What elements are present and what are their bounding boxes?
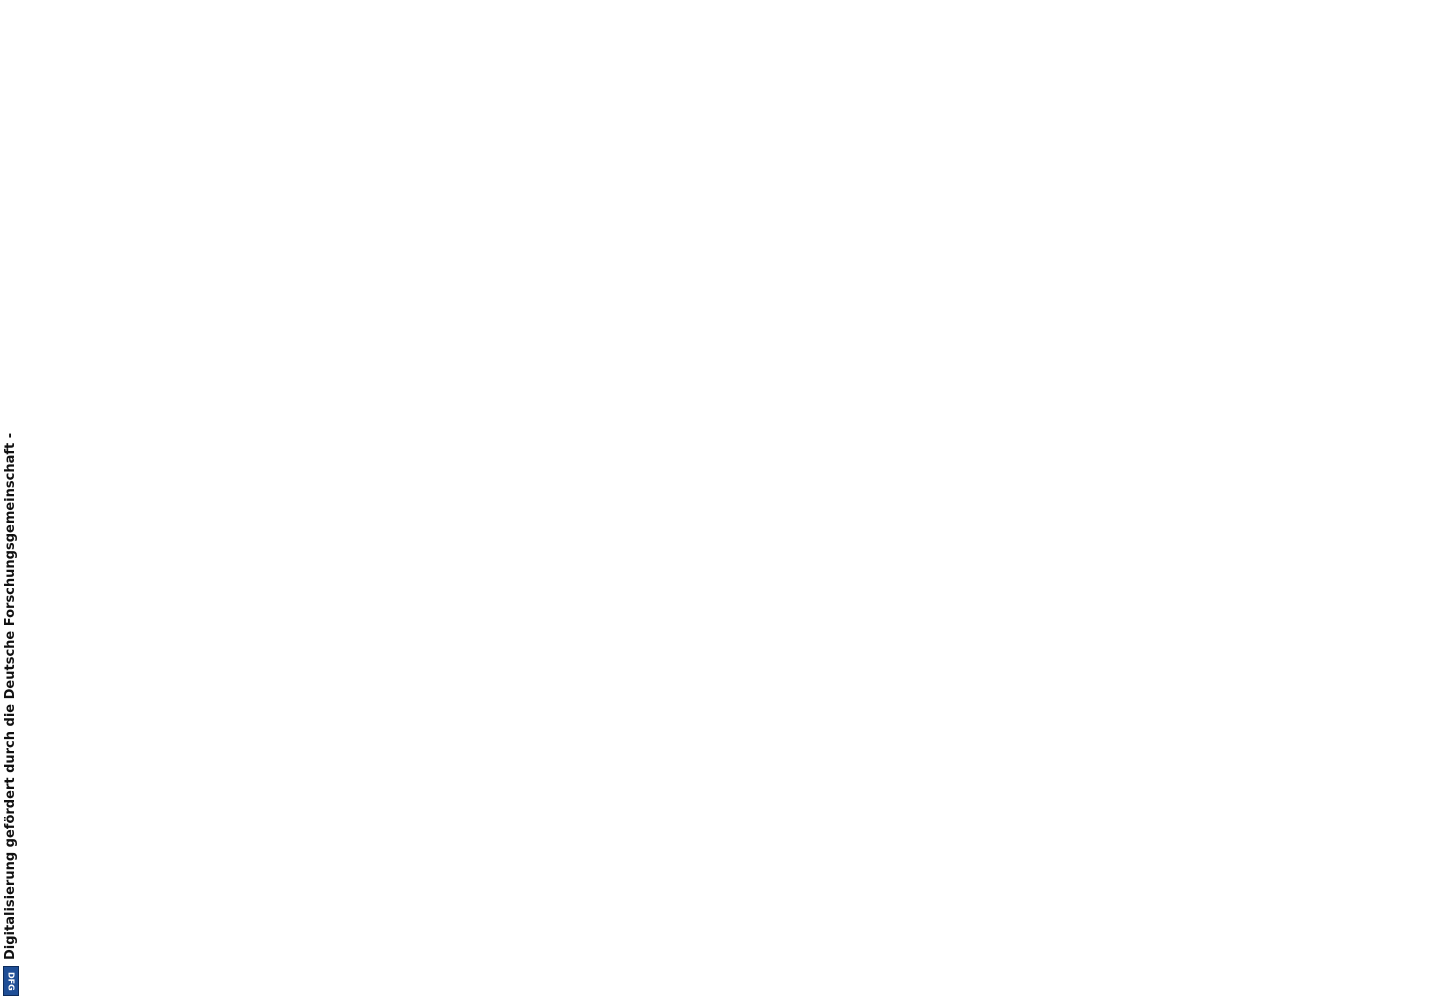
dfg-logo-text: DFG: [6, 971, 16, 991]
dfg-logo: [3, 966, 19, 996]
funding-note: [0, 0, 20, 1000]
funding-note-text: Digitalisierung gefördert durch die Deutsche Forschungsgemeinschaft -: [3, 432, 18, 960]
